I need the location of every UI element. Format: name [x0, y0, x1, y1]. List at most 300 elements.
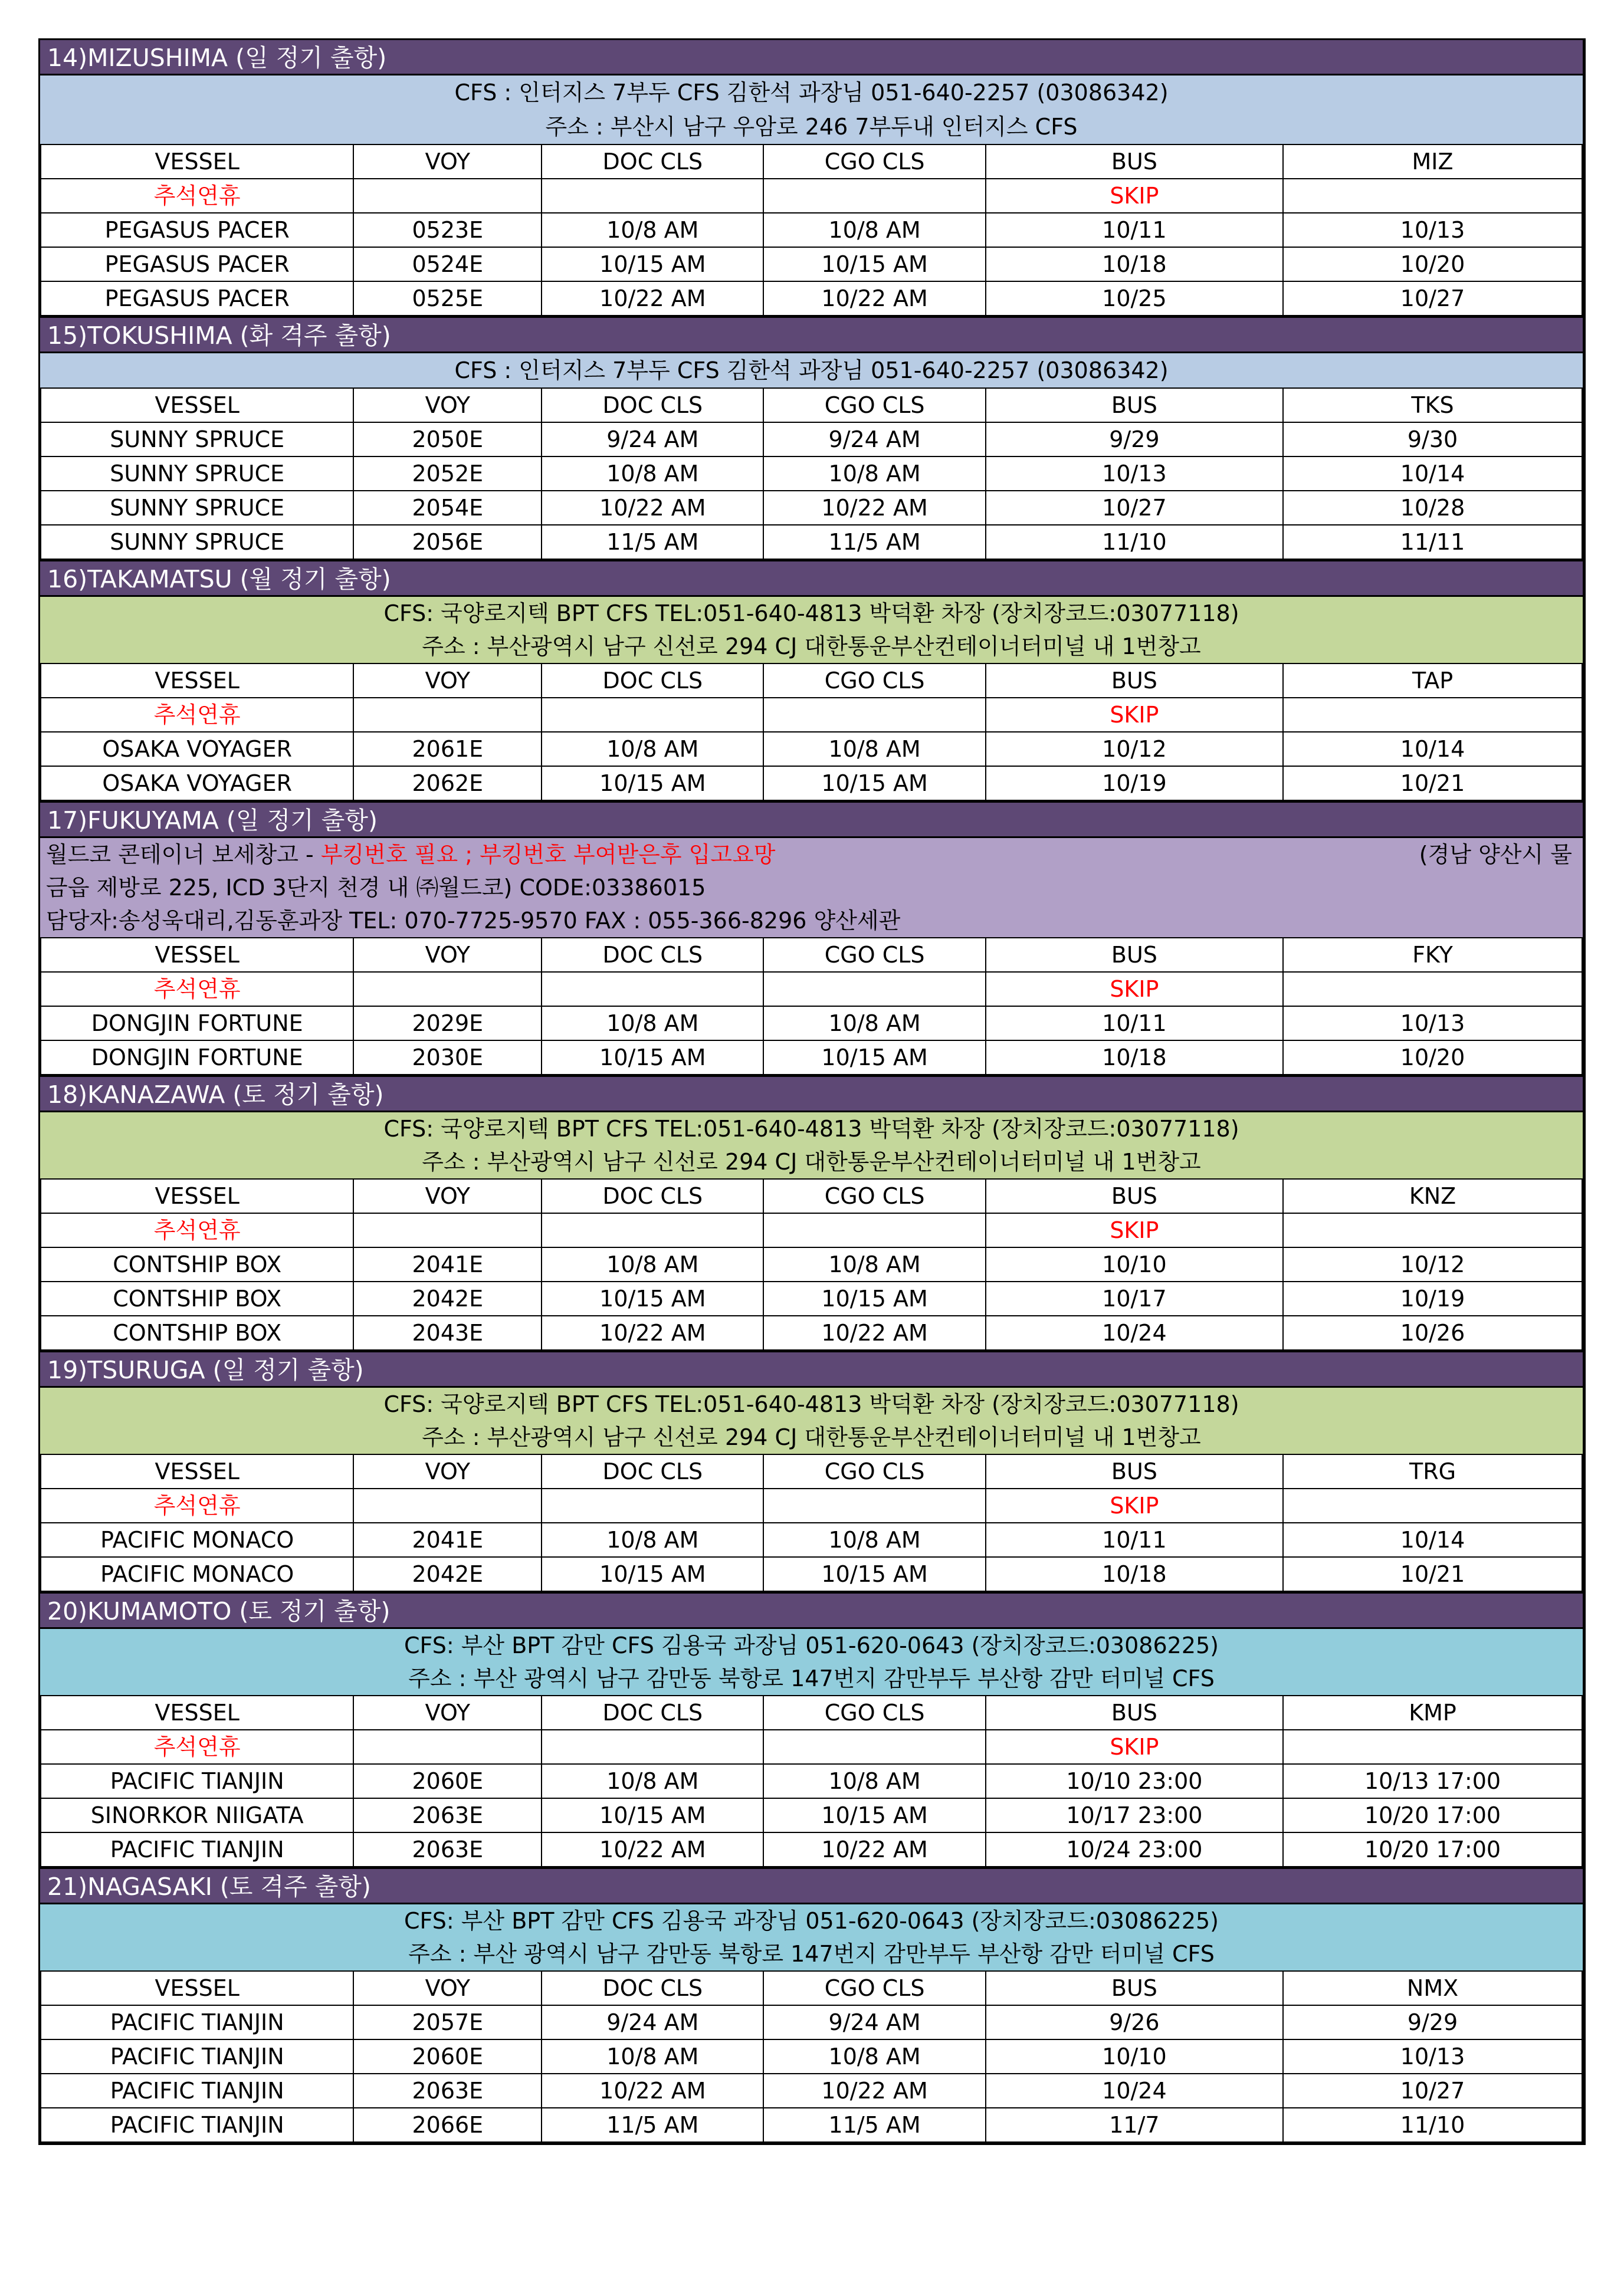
- cell-vessel: DONGJIN FORTUNE: [41, 1040, 353, 1075]
- cell-dest: 9/29: [1283, 2005, 1582, 2039]
- cell-doc: 10/8 AM: [542, 732, 763, 766]
- schedule-table: [40, 144, 1583, 316]
- holiday-row: [41, 698, 1582, 732]
- cell-vessel: SUNNY SPRUCE: [41, 525, 353, 559]
- cfs-info: [40, 1627, 1583, 1695]
- cell-bus: 10/17: [986, 1282, 1283, 1316]
- section-title: 21)NAGASAKI (토 격주 출항): [40, 1867, 1583, 1903]
- cell-vessel: PACIFIC TIANJIN: [41, 1832, 353, 1867]
- cell-voy: 2029E: [353, 1006, 542, 1040]
- table-row: [41, 1040, 1582, 1075]
- cfs-address-line: 주소 : 부산광역시 남구 신선로 294 CJ 대한통운부산컨테이너터미널 내 1번창고: [422, 633, 1201, 659]
- cell-dest: 10/19: [1283, 1282, 1582, 1316]
- holiday-row: [41, 179, 1582, 213]
- cfs-contact-line: CFS : 인터지스 7부두 CFS 김한석 과장님 051-640-2257 (03086342): [454, 80, 1169, 106]
- column-header: VOY: [353, 663, 542, 698]
- route-section: [40, 38, 1583, 316]
- cell-voy: 2030E: [353, 1040, 542, 1075]
- cell-doc: 10/22 AM: [542, 1832, 763, 1867]
- cell-voy: 0525E: [353, 281, 542, 316]
- cell-cgo: 10/22 AM: [763, 281, 985, 316]
- warehouse-name: 월드코 콘테이너 보세창고 -: [46, 842, 321, 868]
- cell-dest: 10/14: [1283, 1523, 1582, 1557]
- header-row: [41, 663, 1582, 698]
- cell-cgo: 10/8 AM: [763, 2039, 985, 2074]
- cfs-address-line: 주소 : 부산광역시 남구 신선로 294 CJ 대한통운부산컨테이너터미널 내 1번창고: [422, 1424, 1201, 1450]
- cell-doc: 10/8 AM: [542, 1247, 763, 1282]
- column-header: DOC CLS: [542, 144, 763, 179]
- cell-dest: 10/20 17:00: [1283, 1832, 1582, 1867]
- cell-dest: 10/26: [1283, 1316, 1582, 1350]
- cell-dest: 11/11: [1283, 525, 1582, 559]
- cell-vessel: PACIFIC MONACO: [41, 1523, 353, 1557]
- cell-cgo: 10/8 AM: [763, 456, 985, 491]
- table-row: [41, 422, 1582, 456]
- cell-doc: 10/8 AM: [542, 1006, 763, 1040]
- cell-cgo: 10/8 AM: [763, 1523, 985, 1557]
- section-title: 18)KANAZAWA (토 정기 출항): [40, 1075, 1583, 1111]
- cell-vessel: 추석연휴: [41, 698, 353, 732]
- cell-cgo: 9/24 AM: [763, 422, 985, 456]
- cell-bus: 10/24: [986, 1316, 1283, 1350]
- cell-cgo: 10/15 AM: [763, 1040, 985, 1075]
- cell-cgo: 10/8 AM: [763, 1764, 985, 1798]
- cell-cgo: [763, 179, 985, 213]
- cell-vessel: 추석연휴: [41, 1213, 353, 1247]
- header-row: [41, 388, 1582, 422]
- cell-cgo: [763, 972, 985, 1006]
- column-header: NMX: [1283, 1971, 1582, 2005]
- cell-doc: [542, 1213, 763, 1247]
- cell-dest: [1283, 1730, 1582, 1764]
- cell-voy: 2056E: [353, 525, 542, 559]
- cell-voy: 2063E: [353, 2074, 542, 2108]
- cell-voy: 2057E: [353, 2005, 542, 2039]
- cfs-address-line: 주소 : 부산광역시 남구 신선로 294 CJ 대한통운부산컨테이너터미널 내 1번창고: [422, 1149, 1201, 1175]
- cell-dest: 11/10: [1283, 2108, 1582, 2142]
- column-header: CGO CLS: [763, 1696, 985, 1730]
- cell-voy: [353, 1213, 542, 1247]
- column-header: TAP: [1283, 663, 1582, 698]
- cell-vessel: PACIFIC MONACO: [41, 1557, 353, 1591]
- cell-cgo: 10/8 AM: [763, 732, 985, 766]
- cell-voy: 2061E: [353, 732, 542, 766]
- cell-voy: 2062E: [353, 766, 542, 800]
- table-row: [41, 456, 1582, 491]
- cell-dest: 10/21: [1283, 1557, 1582, 1591]
- schedule-table: [40, 1178, 1583, 1351]
- column-header: BUS: [986, 1179, 1283, 1213]
- cell-dest: 10/12: [1283, 1247, 1582, 1282]
- table-row: [41, 1282, 1582, 1316]
- cell-voy: [353, 1730, 542, 1764]
- cell-doc: 10/15 AM: [542, 1557, 763, 1591]
- column-header: VOY: [353, 1179, 542, 1213]
- column-header: VESSEL: [41, 1179, 353, 1213]
- table-row: [41, 1523, 1582, 1557]
- column-header: DOC CLS: [542, 663, 763, 698]
- table-row: [41, 1557, 1582, 1591]
- cell-cgo: 10/15 AM: [763, 247, 985, 281]
- cell-bus: 10/10: [986, 1247, 1283, 1282]
- cell-bus: SKIP: [986, 1730, 1283, 1764]
- cell-cgo: 10/8 AM: [763, 1247, 985, 1282]
- cell-voy: 2060E: [353, 1764, 542, 1798]
- table-row: [41, 491, 1582, 525]
- cell-voy: 2050E: [353, 422, 542, 456]
- cell-dest: [1283, 698, 1582, 732]
- cell-bus: SKIP: [986, 179, 1283, 213]
- column-header: BUS: [986, 938, 1283, 972]
- cell-voy: [353, 1489, 542, 1523]
- column-header: VOY: [353, 1454, 542, 1489]
- cell-bus: 10/17 23:00: [986, 1798, 1283, 1832]
- table-row: [41, 1832, 1582, 1867]
- cell-cgo: 9/24 AM: [763, 2005, 985, 2039]
- cell-bus: 10/18: [986, 247, 1283, 281]
- cell-bus: 10/27: [986, 491, 1283, 525]
- cell-doc: [542, 179, 763, 213]
- cell-bus: 10/11: [986, 1006, 1283, 1040]
- column-header: DOC CLS: [542, 1179, 763, 1213]
- cell-doc: 11/5 AM: [542, 2108, 763, 2142]
- cell-bus: 10/10 23:00: [986, 1764, 1283, 1798]
- cell-bus: 10/13: [986, 456, 1283, 491]
- route-section: [40, 801, 1583, 1075]
- cell-bus: 10/18: [986, 1557, 1283, 1591]
- cell-voy: 2041E: [353, 1523, 542, 1557]
- address-start: (경남 양산시 물: [1419, 842, 1572, 868]
- cell-vessel: PACIFIC TIANJIN: [41, 1764, 353, 1798]
- schedule-table: [40, 1970, 1583, 2143]
- cell-bus: 10/24 23:00: [986, 1832, 1283, 1867]
- cell-doc: 10/8 AM: [542, 1764, 763, 1798]
- cell-vessel: CONTSHIP BOX: [41, 1316, 353, 1350]
- cell-vessel: PACIFIC TIANJIN: [41, 2108, 353, 2142]
- column-header: CGO CLS: [763, 938, 985, 972]
- cell-cgo: 10/15 AM: [763, 766, 985, 800]
- table-row: [41, 2005, 1582, 2039]
- table-row: [41, 281, 1582, 316]
- cell-doc: 10/22 AM: [542, 1316, 763, 1350]
- cell-doc: 10/22 AM: [542, 2074, 763, 2108]
- contact-line: 담당자:송성욱대리,김동훈과장 TEL: 070-7725-9570 FAX : 055-366-8296 양산세관: [46, 908, 901, 934]
- holiday-row: [41, 1213, 1582, 1247]
- holiday-row: [41, 1489, 1582, 1523]
- cell-cgo: 10/22 AM: [763, 491, 985, 525]
- cfs-contact-line: CFS: 부산 BPT 감만 CFS 김용국 과장님 051-620-0643 (장치장코드:03086225): [404, 1633, 1219, 1658]
- cfs-info: [40, 1111, 1583, 1178]
- column-header: VESSEL: [41, 1971, 353, 2005]
- column-header: VESSEL: [41, 1454, 353, 1489]
- cell-voy: 2060E: [353, 2039, 542, 2074]
- cell-doc: 10/8 AM: [542, 456, 763, 491]
- column-header: DOC CLS: [542, 1454, 763, 1489]
- cell-bus: 9/29: [986, 422, 1283, 456]
- section-title: 19)TSURUGA (일 정기 출항): [40, 1351, 1583, 1386]
- cell-dest: 10/13: [1283, 213, 1582, 247]
- column-header: DOC CLS: [542, 1696, 763, 1730]
- cell-cgo: [763, 698, 985, 732]
- column-header: VESSEL: [41, 1696, 353, 1730]
- cell-bus: 10/18: [986, 1040, 1283, 1075]
- cell-vessel: SUNNY SPRUCE: [41, 456, 353, 491]
- column-header: TKS: [1283, 388, 1582, 422]
- cell-dest: 10/20 17:00: [1283, 1798, 1582, 1832]
- column-header: CGO CLS: [763, 1971, 985, 2005]
- column-header: VOY: [353, 1696, 542, 1730]
- section-title: 17)FUKUYAMA (일 정기 출항): [40, 801, 1583, 836]
- cell-voy: 2042E: [353, 1557, 542, 1591]
- warehouse-notice: [46, 838, 775, 871]
- cell-bus: 11/7: [986, 2108, 1283, 2142]
- cell-dest: [1283, 179, 1582, 213]
- cell-voy: 2066E: [353, 2108, 542, 2142]
- cell-doc: 9/24 AM: [542, 422, 763, 456]
- cell-bus: 10/24: [986, 2074, 1283, 2108]
- column-header: TRG: [1283, 1454, 1582, 1489]
- cell-vessel: PACIFIC TIANJIN: [41, 2039, 353, 2074]
- booking-required-notice: 부킹번호 필요 ; 부킹번호 부여받은후 입고요망: [320, 842, 776, 868]
- column-header: BUS: [986, 1696, 1283, 1730]
- column-header: CGO CLS: [763, 144, 985, 179]
- cfs-address-line: 주소 : 부산 광역시 남구 감만동 북항로 147번지 감만부두 부산항 감만 터미널 CFS: [408, 1941, 1215, 1967]
- cfs-contact-line: CFS: 국양로지텍 BPT CFS TEL:051-640-4813 박덕환 차장 (장치장코드:03077118): [383, 1116, 1239, 1142]
- cell-vessel: CONTSHIP BOX: [41, 1282, 353, 1316]
- column-header: KMP: [1283, 1696, 1582, 1730]
- cell-cgo: 10/22 AM: [763, 1832, 985, 1867]
- cell-vessel: 추석연휴: [41, 1730, 353, 1764]
- header-row: [41, 938, 1582, 972]
- cell-dest: 10/13 17:00: [1283, 1764, 1582, 1798]
- section-title: 15)TOKUSHIMA (화 격주 출항): [40, 316, 1583, 352]
- header-row: [41, 144, 1582, 179]
- column-header: CGO CLS: [763, 1179, 985, 1213]
- cell-cgo: 10/8 AM: [763, 213, 985, 247]
- cfs-address-line: 주소 : 부산 광역시 남구 감만동 북항로 147번지 감만부두 부산항 감만 터미널 CFS: [408, 1666, 1215, 1691]
- cell-voy: [353, 179, 542, 213]
- route-section: [40, 1867, 1583, 2143]
- cell-voy: [353, 972, 542, 1006]
- cell-voy: 2054E: [353, 491, 542, 525]
- cell-vessel: PEGASUS PACER: [41, 247, 353, 281]
- cell-bus: SKIP: [986, 698, 1283, 732]
- cell-dest: 10/20: [1283, 1040, 1582, 1075]
- cell-bus: 9/26: [986, 2005, 1283, 2039]
- schedule-table: [40, 1695, 1583, 1867]
- column-header: BUS: [986, 1971, 1283, 2005]
- column-header: CGO CLS: [763, 388, 985, 422]
- cell-doc: 10/8 AM: [542, 1523, 763, 1557]
- column-header: VESSEL: [41, 938, 353, 972]
- column-header: KNZ: [1283, 1179, 1582, 1213]
- cell-bus: 10/12: [986, 732, 1283, 766]
- column-header: BUS: [986, 1454, 1283, 1489]
- schedule-table: [40, 387, 1583, 560]
- table-row: [41, 213, 1582, 247]
- cell-dest: 10/28: [1283, 491, 1582, 525]
- cfs-address-line: 주소 : 부산시 남구 우암로 246 7부두내 인터지스 CFS: [545, 114, 1078, 140]
- table-row: [41, 1316, 1582, 1350]
- cell-bus: 10/11: [986, 213, 1283, 247]
- schedule-table: [40, 937, 1583, 1075]
- cell-doc: [542, 1489, 763, 1523]
- cell-voy: 2063E: [353, 1832, 542, 1867]
- cfs-contact-line: CFS: 부산 BPT 감만 CFS 김용국 과장님 051-620-0643 (장치장코드:03086225): [404, 1908, 1219, 1934]
- table-row: [41, 2039, 1582, 2074]
- column-header: MIZ: [1283, 144, 1582, 179]
- table-row: [41, 2108, 1582, 2142]
- address-line: 금읍 제방로 225, ICD 3단지 천경 내 ㈜월드코) CODE:03386015: [46, 875, 706, 901]
- table-row: [41, 1798, 1582, 1832]
- header-row: [41, 1696, 1582, 1730]
- cell-cgo: [763, 1489, 985, 1523]
- cell-dest: 10/14: [1283, 732, 1582, 766]
- cell-doc: [542, 698, 763, 732]
- column-header: DOC CLS: [542, 1971, 763, 2005]
- cell-doc: 10/15 AM: [542, 1040, 763, 1075]
- column-header: VOY: [353, 388, 542, 422]
- column-header: VOY: [353, 1971, 542, 2005]
- cell-dest: 10/14: [1283, 456, 1582, 491]
- cell-voy: 2042E: [353, 1282, 542, 1316]
- schedule-table: [40, 1454, 1583, 1592]
- route-section: [40, 1351, 1583, 1592]
- cell-dest: 10/27: [1283, 2074, 1582, 2108]
- cell-cgo: [763, 1213, 985, 1247]
- cell-bus: 11/10: [986, 525, 1283, 559]
- cfs-info: [40, 1386, 1583, 1454]
- column-header: CGO CLS: [763, 663, 985, 698]
- cell-doc: 10/15 AM: [542, 1798, 763, 1832]
- table-row: [41, 525, 1582, 559]
- cell-doc: [542, 972, 763, 1006]
- header-row: [41, 1179, 1582, 1213]
- cell-bus: 10/11: [986, 1523, 1283, 1557]
- column-header: BUS: [986, 388, 1283, 422]
- cell-doc: 10/8 AM: [542, 2039, 763, 2074]
- holiday-row: [41, 1730, 1582, 1764]
- cell-dest: [1283, 1489, 1582, 1523]
- cell-vessel: 추석연휴: [41, 1489, 353, 1523]
- cell-vessel: SUNNY SPRUCE: [41, 422, 353, 456]
- column-header: VESSEL: [41, 388, 353, 422]
- column-header: VESSEL: [41, 144, 353, 179]
- cfs-info: [40, 352, 1583, 387]
- cell-dest: 10/13: [1283, 1006, 1582, 1040]
- cell-voy: 2052E: [353, 456, 542, 491]
- cell-voy: 0523E: [353, 213, 542, 247]
- cell-vessel: DONGJIN FORTUNE: [41, 1006, 353, 1040]
- cell-doc: 10/15 AM: [542, 766, 763, 800]
- cell-doc: 10/8 AM: [542, 213, 763, 247]
- schedule-sheet: [38, 38, 1586, 2145]
- column-header: FKY: [1283, 938, 1582, 972]
- cfs-contact-line: CFS: 국양로지텍 BPT CFS TEL:051-640-4813 박덕환 차장 (장치장코드:03077118): [383, 600, 1239, 626]
- cell-vessel: PACIFIC TIANJIN: [41, 2005, 353, 2039]
- section-title: 16)TAKAMATSU (월 정기 출항): [40, 560, 1583, 595]
- cell-dest: [1283, 1213, 1582, 1247]
- section-title: 14)MIZUSHIMA (일 정기 출항): [40, 38, 1583, 74]
- cell-cgo: 10/22 AM: [763, 1316, 985, 1350]
- cell-dest: 10/20: [1283, 247, 1582, 281]
- cell-cgo: 10/22 AM: [763, 2074, 985, 2108]
- cell-cgo: 10/15 AM: [763, 1282, 985, 1316]
- cell-dest: [1283, 972, 1582, 1006]
- cell-vessel: OSAKA VOYAGER: [41, 766, 353, 800]
- cell-vessel: PACIFIC TIANJIN: [41, 2074, 353, 2108]
- header-row: [41, 1971, 1582, 2005]
- cell-bus: 10/10: [986, 2039, 1283, 2074]
- section-title: 20)KUMAMOTO (토 정기 출항): [40, 1592, 1583, 1627]
- table-row: [41, 732, 1582, 766]
- column-header: CGO CLS: [763, 1454, 985, 1489]
- cell-cgo: 11/5 AM: [763, 2108, 985, 2142]
- cell-dest: 9/30: [1283, 422, 1582, 456]
- column-header: BUS: [986, 663, 1283, 698]
- cell-vessel: CONTSHIP BOX: [41, 1247, 353, 1282]
- cell-dest: 10/27: [1283, 281, 1582, 316]
- cell-vessel: PEGASUS PACER: [41, 281, 353, 316]
- cell-voy: 2041E: [353, 1247, 542, 1282]
- cell-vessel: 추석연휴: [41, 179, 353, 213]
- cell-bus: 10/19: [986, 766, 1283, 800]
- cell-cgo: 11/5 AM: [763, 525, 985, 559]
- cfs-info: [40, 74, 1583, 144]
- cell-vessel: 추석연휴: [41, 972, 353, 1006]
- cell-doc: [542, 1730, 763, 1764]
- cell-vessel: OSAKA VOYAGER: [41, 732, 353, 766]
- route-section: [40, 316, 1583, 560]
- schedule-table: [40, 663, 1583, 801]
- cell-voy: 2063E: [353, 1798, 542, 1832]
- column-header: VOY: [353, 144, 542, 179]
- cell-bus: 10/25: [986, 281, 1283, 316]
- cell-cgo: 10/15 AM: [763, 1798, 985, 1832]
- header-row: [41, 1454, 1582, 1489]
- column-header: DOC CLS: [542, 388, 763, 422]
- route-section: [40, 1075, 1583, 1351]
- table-row: [41, 247, 1582, 281]
- table-row: [41, 1764, 1582, 1798]
- route-section: [40, 560, 1583, 801]
- cell-doc: 9/24 AM: [542, 2005, 763, 2039]
- column-header: VESSEL: [41, 663, 353, 698]
- cfs-contact-line: CFS: 국양로지텍 BPT CFS TEL:051-640-4813 박덕환 차장 (장치장코드:03077118): [383, 1391, 1239, 1417]
- cell-cgo: [763, 1730, 985, 1764]
- column-header: VOY: [353, 938, 542, 972]
- table-row: [41, 766, 1582, 800]
- cell-bus: SKIP: [986, 1213, 1283, 1247]
- cell-doc: 11/5 AM: [542, 525, 763, 559]
- cell-vessel: SINORKOR NIIGATA: [41, 1798, 353, 1832]
- column-header: BUS: [986, 144, 1283, 179]
- cell-voy: [353, 698, 542, 732]
- table-row: [41, 1006, 1582, 1040]
- column-header: DOC CLS: [542, 938, 763, 972]
- cell-voy: 0524E: [353, 247, 542, 281]
- cfs-info: [40, 595, 1583, 663]
- cell-dest: 10/13: [1283, 2039, 1582, 2074]
- cell-cgo: 10/8 AM: [763, 1006, 985, 1040]
- cell-vessel: SUNNY SPRUCE: [41, 491, 353, 525]
- holiday-row: [41, 972, 1582, 1006]
- cell-voy: 2043E: [353, 1316, 542, 1350]
- route-section: [40, 1592, 1583, 1867]
- cell-doc: 10/15 AM: [542, 1282, 763, 1316]
- cfs-contact-line: CFS : 인터지스 7부두 CFS 김한석 과장님 051-640-2257 (03086342): [454, 357, 1169, 383]
- cell-doc: 10/22 AM: [542, 491, 763, 525]
